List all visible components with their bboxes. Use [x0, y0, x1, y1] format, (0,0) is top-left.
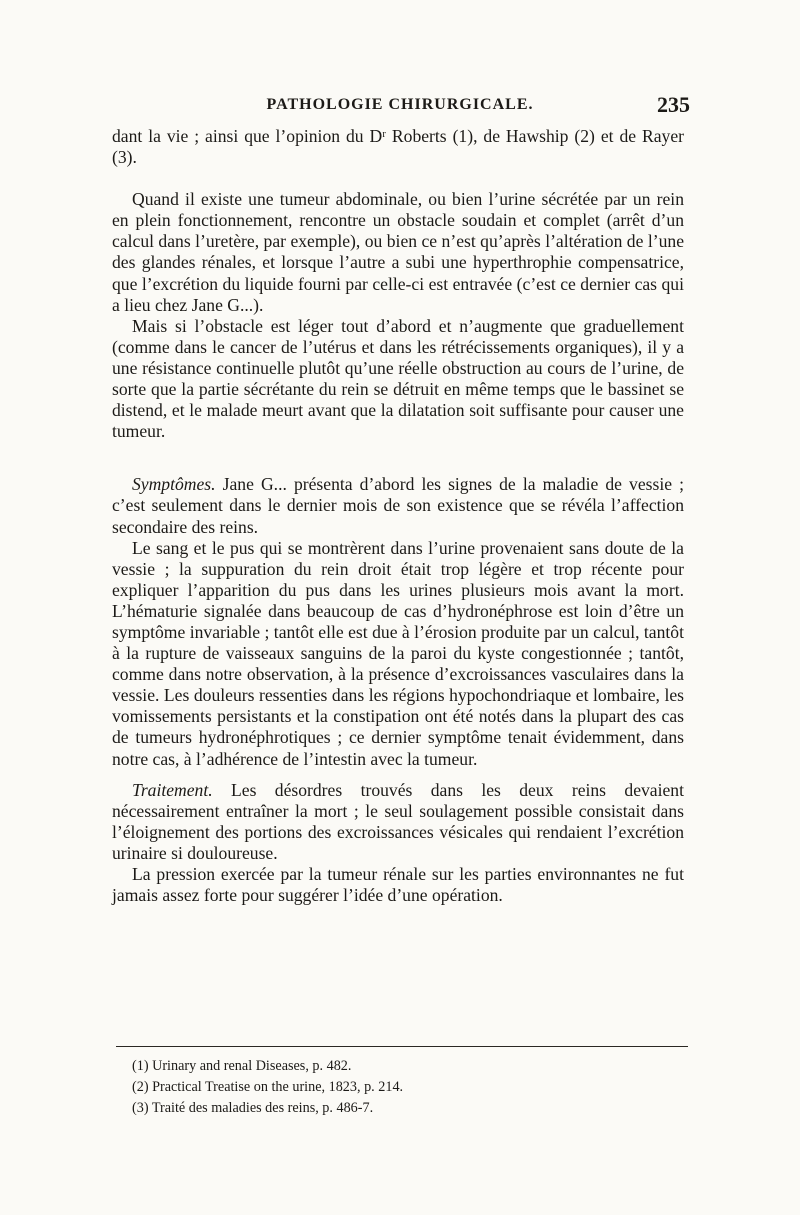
paragraph-obstacle-leger: Mais si l’obstacle est léger tout d’abord et n’augmente que graduellement (comme dans le cancer de l’utérus et dans les rétrécissements organiques), il y a une résistance continuelle plutôt qu’une réelle obstruction au cours de l’urine, de sorte que la partie sécrétante du rein se détruit en même temps que le bassinet se distend, et le malade meurt avant que la dilatation soit suffisante pour causer une tumeur. — [112, 315, 684, 442]
section-heading-symptomes: Symptômes. — [132, 474, 216, 495]
paragraph-continuation: dant la vie ; ainsi que l’opinion du Dʳ Roberts (1), de Hawship (2) et de Rayer (3). — [112, 126, 684, 168]
paragraph-symptomes — [112, 474, 684, 537]
paragraph-tumeur-abdominale: Quand il existe une tumeur abdominale, ou bien l’urine sécrétée par un rein en plein fonctionnement, rencontre un obstacle soudain et complet (arrêt d’un calcul dans l’uretère, par exemple), ou bien ce n’est qu’après l’altération de l’une des glandes rénales, et lorsque l’autre a subi une hyperthrophie compensatrice, que l’excrétion du liquide fourni par celle-ci est entravée (c’est ce dernier cas qui a lieu chez Jane G...). — [112, 189, 684, 315]
page-number: 235 — [657, 92, 690, 117]
footnote-divider — [116, 1046, 688, 1047]
footnotes — [132, 1056, 672, 1119]
paragraph-pression: La pression exercée par la tumeur rénale sur les parties environnantes ne fut jamais assez forte pour suggérer l’idée d’une opération. — [112, 864, 684, 906]
footnote-item: (3) Traité des maladies des reins, p. 486-7. — [132, 1100, 374, 1116]
footnote-item: (1) Urinary and renal Diseases, p. 482. — [132, 1058, 352, 1074]
running-head-title: PATHOLOGIE CHIRURGICALE. — [266, 96, 534, 113]
body-text — [112, 126, 684, 906]
paragraph-sang-pus: Le sang et le pus qui se montrèrent dans l’urine provenaient sans doute de la vessie ; la suppuration du rein droit était trop légère et trop récente pour expliquer l’apparition du pus dans les urines plusieurs mois avant la mort. L’hématurie signalée dans beaucoup de cas d’hydronéphrose est loin d’être un symptôme invariable ; tantôt elle est due à l’érosion produite par un calcul, tantôt à la rupture de vaisseaux sanguins de la paroi du kyste congestionnée ; tantôt, comme dans notre observation, à la présence d’excroissances vasculaires dans la vessie. Les douleurs ressenties dans les régions hypochondriaque et lombaire, les vomissements persistants et la constipation ont été notés dans la plupart des cas de tumeurs hydronéphrotiques ; ce dernier symptôme tenait évidemment, dans notre cas, à l’adhérence de l’intestin avec la tumeur. — [112, 537, 684, 769]
paragraph-traitement — [112, 780, 684, 864]
running-head — [110, 94, 690, 120]
traitement-text: Les désordres trouvés dans les deux reins devaient nécessairement entraîner la mort ; le seul soulagement possible consistait dans l’éloignement des portions des excroissances vésicales qui rendaient l’excrétion urinaire si douloureuse. — [112, 779, 684, 863]
section-heading-traitement: Traitement. — [132, 779, 213, 800]
symptomes-text: Jane G... présenta d’abord les signes de la maladie de vessie ; c’est seulement dans le dernier mois de son existence que se révéla l’affection secondaire des reins. — [112, 474, 684, 537]
footnote-item: (2) Practical Treatise on the urine, 1823, p. 214. — [132, 1079, 404, 1095]
